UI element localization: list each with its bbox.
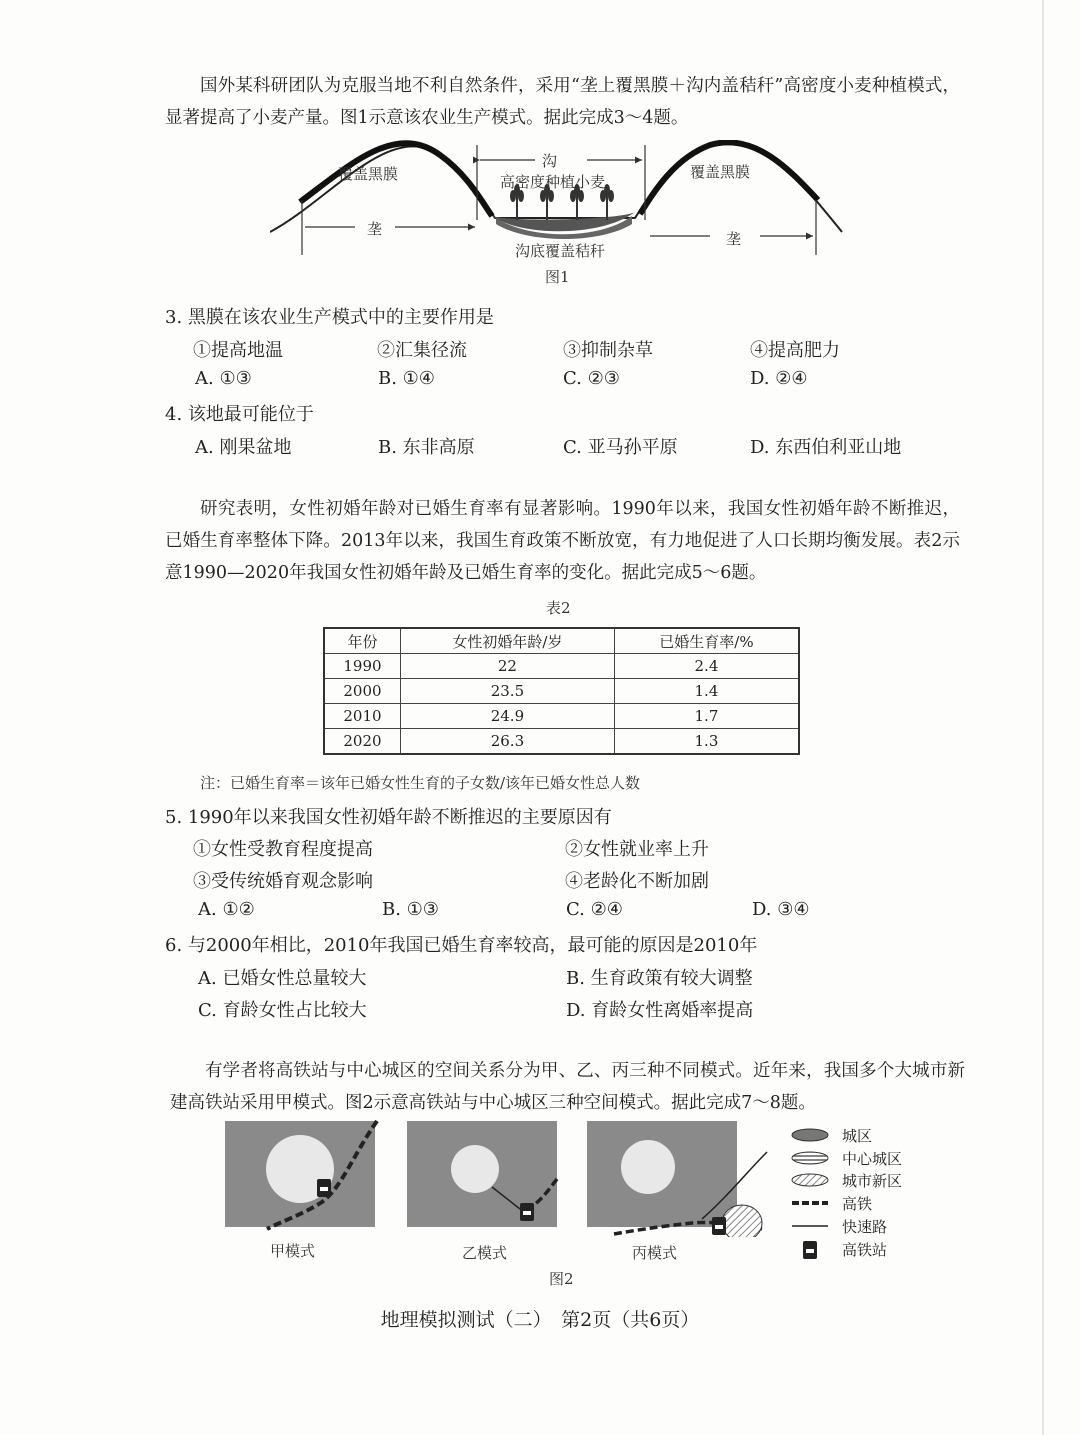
table-cell: 24.9 — [400, 704, 614, 729]
figure-2-caption: 图2 — [549, 1270, 574, 1288]
legend-high-speed-rail: 高铁 — [790, 1195, 830, 1215]
q3-item-3: ③抑制杂草 — [563, 340, 653, 361]
figure-1-caption: 图1 — [545, 268, 570, 286]
q3-option-d[interactable]: D. ②④ — [750, 368, 808, 389]
fig1-label-straw: 沟底覆盖秸秆 — [515, 242, 606, 260]
table-cell: 1.7 — [614, 704, 799, 729]
q6-option-d[interactable]: D. 育龄女性离婚率提高 — [566, 1000, 754, 1021]
urban-area-icon — [790, 1127, 830, 1143]
table-row — [324, 679, 799, 704]
fig1-label-wheat: 高密度种植小麦 — [500, 173, 606, 191]
q4-option-b[interactable]: B. 东非高原 — [378, 437, 475, 458]
table-row — [324, 729, 799, 755]
q6-option-b[interactable]: B. 生育政策有较大调整 — [566, 968, 753, 989]
table-cell: 1.4 — [614, 679, 799, 704]
intro-paragraph-3: 有学者将高铁站与中心城区的空间关系分为甲、乙、丙三种不同模式。近年来，我国多个大城市新建高铁站采用甲模式。图2示意高铁站与中心城区三种空间模式。据此完成7～8题。 — [170, 1061, 965, 1113]
table-cell: 1990 — [324, 654, 400, 679]
mode-bing-diagram — [587, 1121, 767, 1237]
mode-jia-label: 甲模式 — [270, 1242, 316, 1260]
expressway-icon — [790, 1218, 830, 1234]
mode-yi-diagram — [407, 1121, 557, 1227]
mode-jia-diagram — [225, 1121, 377, 1229]
q4-option-d[interactable]: D. 东西伯利亚山地 — [750, 437, 902, 458]
fig1-label-ditch: 沟 — [542, 152, 558, 170]
q4-option-a[interactable]: A. 刚果盆地 — [195, 437, 292, 458]
fig1-label-right-film: 覆盖黑膜 — [690, 163, 751, 181]
intro-paragraph-1: 国外某科研团队为克服当地不利自然条件，采用“垄上覆黑膜＋沟内盖秸秆”高密度小麦种植模式，显著提高了小麦产量。图1示意该农业生产模式。据此完成3～4题。 — [165, 76, 960, 128]
q5-option-b[interactable]: B. ①③ — [382, 899, 439, 920]
q5-item-3: ③受传统婚育观念影响 — [193, 871, 373, 892]
page-edge — [1042, 0, 1044, 1435]
legend-new-district: 城市新区 — [790, 1172, 830, 1192]
q5-item-1: ①女性受教育程度提高 — [193, 839, 373, 860]
intro-paragraph-2: 研究表明，女性初婚年龄对已婚生育率有显著影响。1990年以来，我国女性初婚年龄不断推迟，已婚生育率整体下降。2013年以来，我国生育政策不断放宽，有力地促进了人口长期均衡发展。表2示意1990—2020年我国女性初婚年龄及已婚生育率的变化。据此完成5～6题。 — [165, 499, 960, 583]
q3-item-4: ④提高肥力 — [750, 340, 840, 361]
q4-option-c[interactable]: C. 亚马孙平原 — [563, 437, 678, 458]
q6-option-a[interactable]: A. 已婚女性总量较大 — [198, 968, 367, 989]
legend-station: 高铁站 — [790, 1241, 830, 1263]
question-6-stem: 6. 与2000年相比，2010年我国已婚生育率较高，最可能的原因是2010年 — [165, 935, 758, 956]
legend-urban-area: 城区 — [790, 1127, 830, 1147]
table-cell: 1.3 — [614, 729, 799, 755]
question-4-stem: 4. 该地最可能位于 — [165, 404, 314, 425]
fig1-label-ridge-right: 垄 — [726, 230, 742, 248]
table-row — [324, 704, 799, 729]
station-icon — [790, 1241, 830, 1259]
table-header: 年份 — [324, 628, 400, 654]
q3-option-c[interactable]: C. ②③ — [563, 368, 620, 389]
question-3-stem: 3. 黑膜在该农业生产模式中的主要作用是 — [165, 307, 494, 328]
question-5-stem: 5. 1990年以来我国女性初婚年龄不断推迟的主要原因有 — [165, 807, 612, 828]
legend-expressway: 快速路 — [790, 1218, 830, 1238]
q6-option-c[interactable]: C. 育龄女性占比较大 — [198, 1000, 367, 1021]
table-cell: 2010 — [324, 704, 400, 729]
q3-option-b[interactable]: B. ①④ — [378, 368, 435, 389]
table-header: 女性初婚年龄/岁 — [400, 628, 614, 654]
new-district-icon — [790, 1172, 830, 1188]
table-cell: 26.3 — [400, 729, 614, 755]
fig1-label-left-film: 覆盖黑膜 — [338, 165, 399, 183]
mode-yi-label: 乙模式 — [462, 1244, 508, 1262]
q3-item-2: ②汇集径流 — [377, 340, 467, 361]
table-cell: 23.5 — [400, 679, 614, 704]
q3-option-a[interactable]: A. ①③ — [195, 368, 252, 389]
table-2-caption: 表2 — [546, 599, 571, 617]
table-header: 已婚生育率/% — [614, 628, 799, 654]
q5-item-4: ④老龄化不断加剧 — [565, 871, 709, 892]
q5-option-d[interactable]: D. ③④ — [752, 899, 810, 920]
high-speed-rail-icon — [790, 1195, 830, 1211]
table-header-row — [324, 628, 799, 654]
table-2-note: 注：已婚生育率＝该年已婚女性生育的子女数/该年已婚女性总人数 — [200, 774, 641, 792]
q5-option-a[interactable]: A. ①② — [198, 899, 255, 920]
legend-central-urban: 中心城区 — [790, 1150, 830, 1170]
page-footer: 地理模拟测试（二） 第2页（共6页） — [380, 1309, 700, 1331]
q3-item-1: ①提高地温 — [193, 340, 283, 361]
table-cell: 2.4 — [614, 654, 799, 679]
table-2 — [323, 627, 800, 755]
table-cell: 22 — [400, 654, 614, 679]
table-cell: 2020 — [324, 729, 400, 755]
figure-2-station-modes — [222, 1117, 782, 1237]
q5-option-c[interactable]: C. ②④ — [566, 899, 623, 920]
central-urban-icon — [790, 1150, 830, 1166]
q5-item-2: ②女性就业率上升 — [565, 839, 709, 860]
fig1-label-ridge-left: 垄 — [367, 220, 383, 238]
table-cell: 2000 — [324, 679, 400, 704]
table-row — [324, 654, 799, 679]
mode-bing-label: 丙模式 — [632, 1244, 678, 1262]
